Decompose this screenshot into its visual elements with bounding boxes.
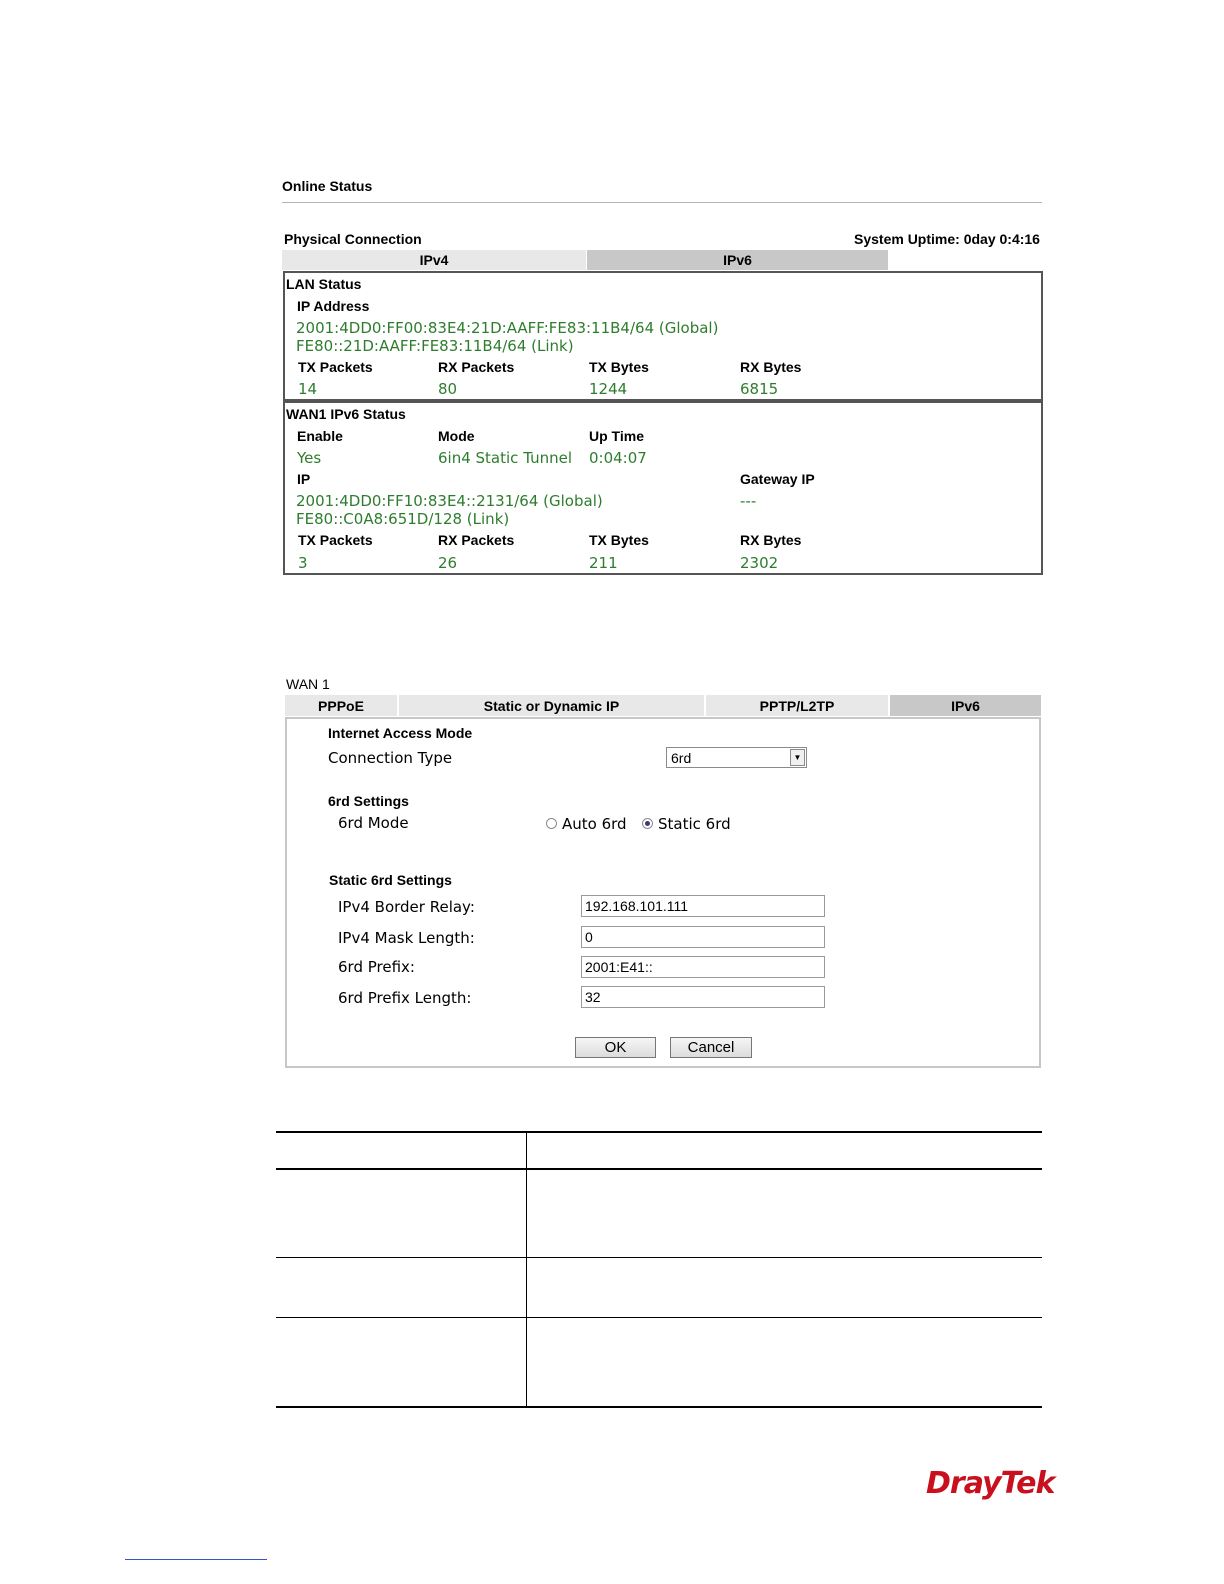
mask-length-input[interactable]	[581, 926, 825, 948]
lan-tx-packets-label: TX Packets	[298, 359, 373, 375]
physical-connection-label: Physical Connection	[284, 231, 422, 247]
static-6rd-radio[interactable]	[642, 818, 653, 829]
6rd-settings-heading: 6rd Settings	[328, 793, 409, 809]
tab-pppoe[interactable]: PPPoE	[285, 695, 399, 716]
wan1-tx-packets-label: TX Packets	[298, 532, 373, 548]
wan1-ipv6-status-panel	[283, 401, 1043, 575]
wan1-tx-bytes: 211	[589, 554, 618, 572]
static-6rd-settings-heading: Static 6rd Settings	[329, 872, 452, 888]
table-row-rule	[276, 1257, 1042, 1258]
lan-rx-bytes-label: RX Bytes	[740, 359, 802, 375]
mask-length-label: IPv4 Mask Length:	[338, 929, 475, 947]
lan-status-heading: LAN Status	[286, 276, 362, 292]
table-top-rule	[276, 1131, 1042, 1133]
6rd-mode-label: 6rd Mode	[338, 814, 409, 832]
wan1-rx-bytes: 2302	[740, 554, 779, 572]
6rd-prefix-input[interactable]	[581, 956, 825, 978]
tab-ipv4[interactable]: IPv4	[282, 250, 586, 270]
wan1-enable-value: Yes	[297, 449, 322, 467]
lan-tx-packets: 14	[298, 380, 318, 398]
internet-access-mode-heading: Internet Access Mode	[328, 725, 473, 741]
wan1-tx-bytes-label: TX Bytes	[589, 532, 649, 548]
6rd-prefix-label: 6rd Prefix:	[338, 958, 415, 976]
wan1-enable-label: Enable	[297, 428, 343, 444]
wan1-uptime-label: Up Time	[589, 428, 644, 444]
connection-type-value: 6rd	[671, 750, 692, 766]
lan-tx-bytes-label: TX Bytes	[589, 359, 649, 375]
wan1-ip-link: FE80::C0A8:651D/128 (Link)	[296, 510, 510, 528]
wan1-status-heading: WAN1 IPv6 Status	[286, 406, 406, 422]
wan1-ip-label: IP	[297, 471, 311, 487]
wan1-rx-packets: 26	[438, 554, 458, 572]
online-status-title: Online Status	[282, 178, 373, 194]
table-row-rule	[276, 1317, 1042, 1318]
ok-button[interactable]: OK	[575, 1037, 656, 1058]
table-column-divider	[526, 1132, 527, 1407]
wan1-rx-bytes-label: RX Bytes	[740, 532, 802, 548]
wan1-mode-label: Mode	[438, 428, 475, 444]
tab-ipv6-wan[interactable]: IPv6	[890, 695, 1041, 716]
border-relay-input[interactable]	[581, 895, 825, 917]
6rd-prefix-length-label: 6rd Prefix Length:	[338, 989, 472, 1007]
lan-rx-packets: 80	[438, 380, 458, 398]
lan-rx-packets-label: RX Packets	[438, 359, 515, 375]
draytek-logo: DrayTek	[926, 1466, 1055, 1501]
lan-tx-bytes: 1244	[589, 380, 628, 398]
auto-6rd-radio[interactable]	[546, 818, 557, 829]
system-uptime: System Uptime: 0day 0:4:16	[854, 231, 1040, 247]
6rd-prefix-length-input[interactable]	[581, 986, 825, 1008]
cancel-button[interactable]: Cancel	[670, 1037, 752, 1058]
table-header-rule	[276, 1168, 1042, 1170]
wan-config-panel	[285, 717, 1041, 1068]
table-bottom-rule	[276, 1406, 1042, 1408]
wan1-title: WAN 1	[286, 676, 330, 692]
lan-ip-label: IP Address	[297, 298, 370, 314]
connection-type-label: Connection Type	[328, 749, 453, 767]
wan1-gateway-value: ---	[740, 492, 757, 510]
wan1-gateway-label: Gateway IP	[740, 471, 815, 487]
auto-6rd-label[interactable]: Auto 6rd	[562, 815, 627, 833]
connection-type-select[interactable]	[666, 747, 807, 768]
tab-pptp-l2tp[interactable]: PPTP/L2TP	[706, 695, 890, 716]
chevron-down-icon[interactable]: ▼	[790, 749, 805, 766]
wan1-mode-value: 6in4 Static Tunnel	[438, 449, 572, 467]
divider	[282, 202, 1042, 203]
wan1-ip-global: 2001:4DD0:FF10:83E4::2131/64 (Global)	[296, 492, 603, 510]
lan-ip-global: 2001:4DD0:FF00:83E4:21D:AAFF:FE83:11B4/64 (Global)	[296, 319, 719, 337]
tab-ipv6[interactable]: IPv6	[587, 250, 888, 270]
wan1-tx-packets: 3	[298, 554, 308, 572]
static-6rd-label[interactable]: Static 6rd	[658, 815, 731, 833]
wan1-rx-packets-label: RX Packets	[438, 532, 515, 548]
border-relay-label: IPv4 Border Relay:	[338, 898, 475, 916]
wan1-uptime-value: 0:04:07	[589, 449, 647, 467]
tab-static-dynamic-ip[interactable]: Static or Dynamic IP	[399, 695, 706, 716]
lan-rx-bytes: 6815	[740, 380, 779, 398]
footer-link-rule	[125, 1559, 267, 1560]
lan-ip-link: FE80::21D:AAFF:FE83:11B4/64 (Link)	[296, 337, 574, 355]
